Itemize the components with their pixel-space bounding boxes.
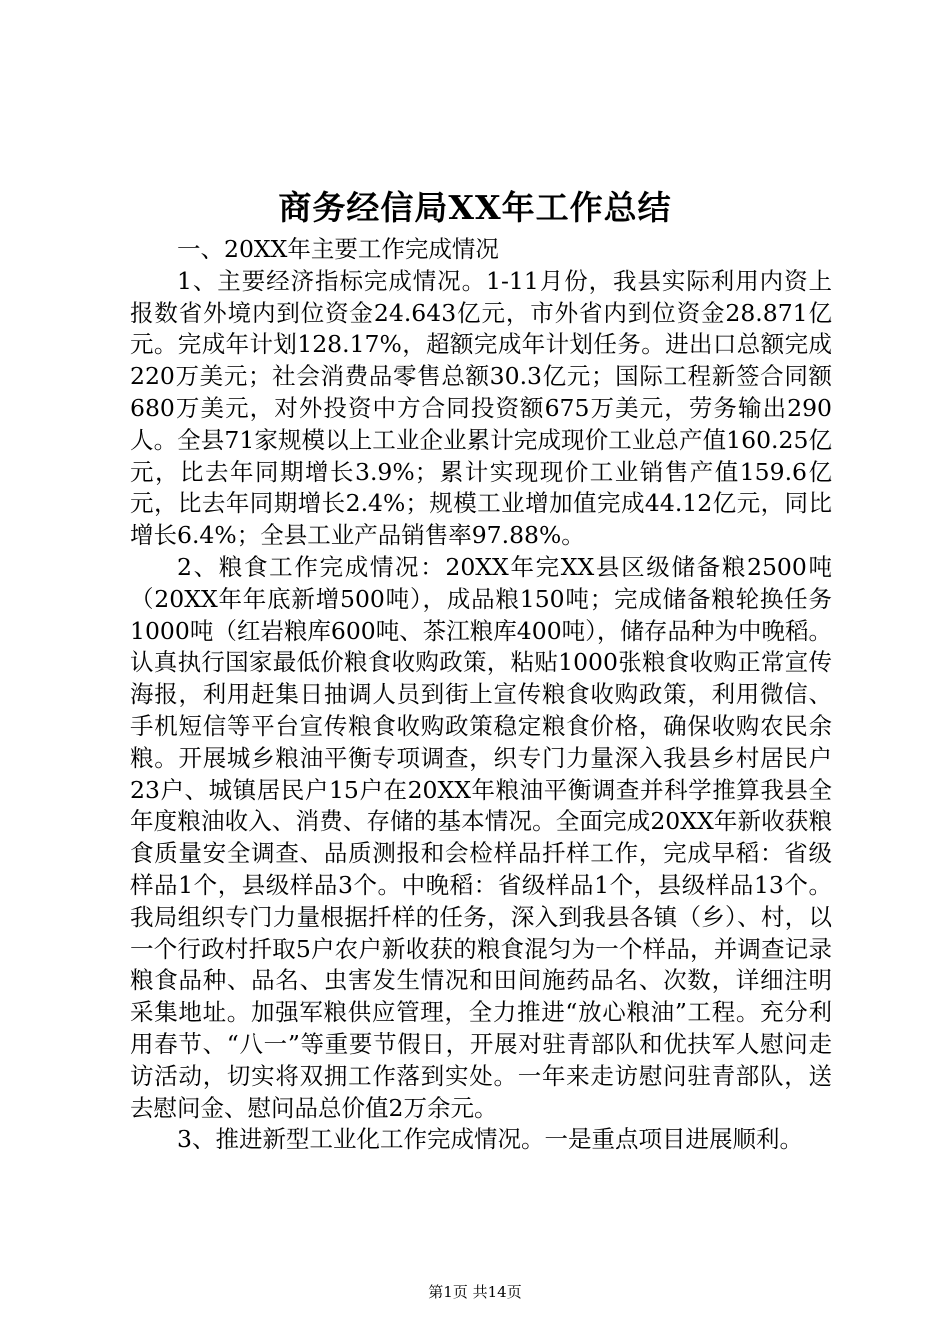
page-footer: 第1页 共14页 (428, 1283, 522, 1301)
paragraph-industrialization: 3、推进新型工业化工作完成情况。一是重点项目进展顺利。 (177, 1125, 803, 1154)
document-title: 商务经信局XX年工作总结 (278, 188, 672, 227)
paragraph-economic-indicators: 1、主要经济指标完成情况。1-11月份，我县实际利用内资上报数省外境内到位资金24.643亿元，市外省内到位资金28.871亿元。完成年计划128.17%，超额完成年计划任务。进出口总额完成220万美元；社会消费品零售总额30.3亿元；国际工程新签合同额680万美元，对外投资中方合同投资额675万美元，劳务输出290人。全县71家规模以上工业企业累计完成现价工业总产值160.25亿元，比去年同期增长3.9%；累计实现现价工业销售产值159.6亿元，比去年同期增长2.4%；规模工业增加值完成44.12亿元，同比增长6.4%；全县工业产品销售率97.88%。 (130, 266, 832, 550)
paragraph-grain-work: 2、粮食工作完成情况：20XX年完XX县区级储备粮2500吨（20XX年年底新增500吨），成品粮150吨；完成储备粮轮换任务1000吨（红岩粮库600吨、茶江粮库400吨），储存品种为中晚稻。认真执行国家最低价粮食收购政策，粘贴1000张粮食收购正常宣传海报，利用赶集日抽调人员到街上宣传粮食收购政策，利用微信、手机短信等平台宣传粮食收购政策稳定粮食价格，确保收购农民余粮。开展城乡粮油平衡专项调查，织专门力量深入我县乡村居民户23户、城镇居民户15户在20XX年粮油平衡调查并科学推算我县全年度粮油收入、消费、存储的基本情况。全面完成20XX年新收获粮食质量安全调查、品质测报和会检样品扦样工作，完成早稻：省级样品1个，县级样品3个。中晚稻：省级样品1个，县级样品13个。我局组织专门力量根据扦样的任务，深入到我县各镇（乡）、村，以一个行政村扦取5户农户新收获的粮食混匀为一个样品，并调查记录粮食品种、品名、虫害发生情况和田间施药品名、次数，详细注明采集地址。加强军粮供应管理，全力推进“放心粮油”工程。充分利用春节、“八一”等重要节假日，开展对驻青部队和优扶军人慰问走访活动，切实将双拥工作落到实处。一年来走访慰问驻青部队，送去慰问金、慰问品总价值2万余元。 (130, 552, 832, 1122)
section-heading: 一、20XX年主要工作完成情况 (177, 235, 499, 263)
document-body (130, 234, 832, 1156)
